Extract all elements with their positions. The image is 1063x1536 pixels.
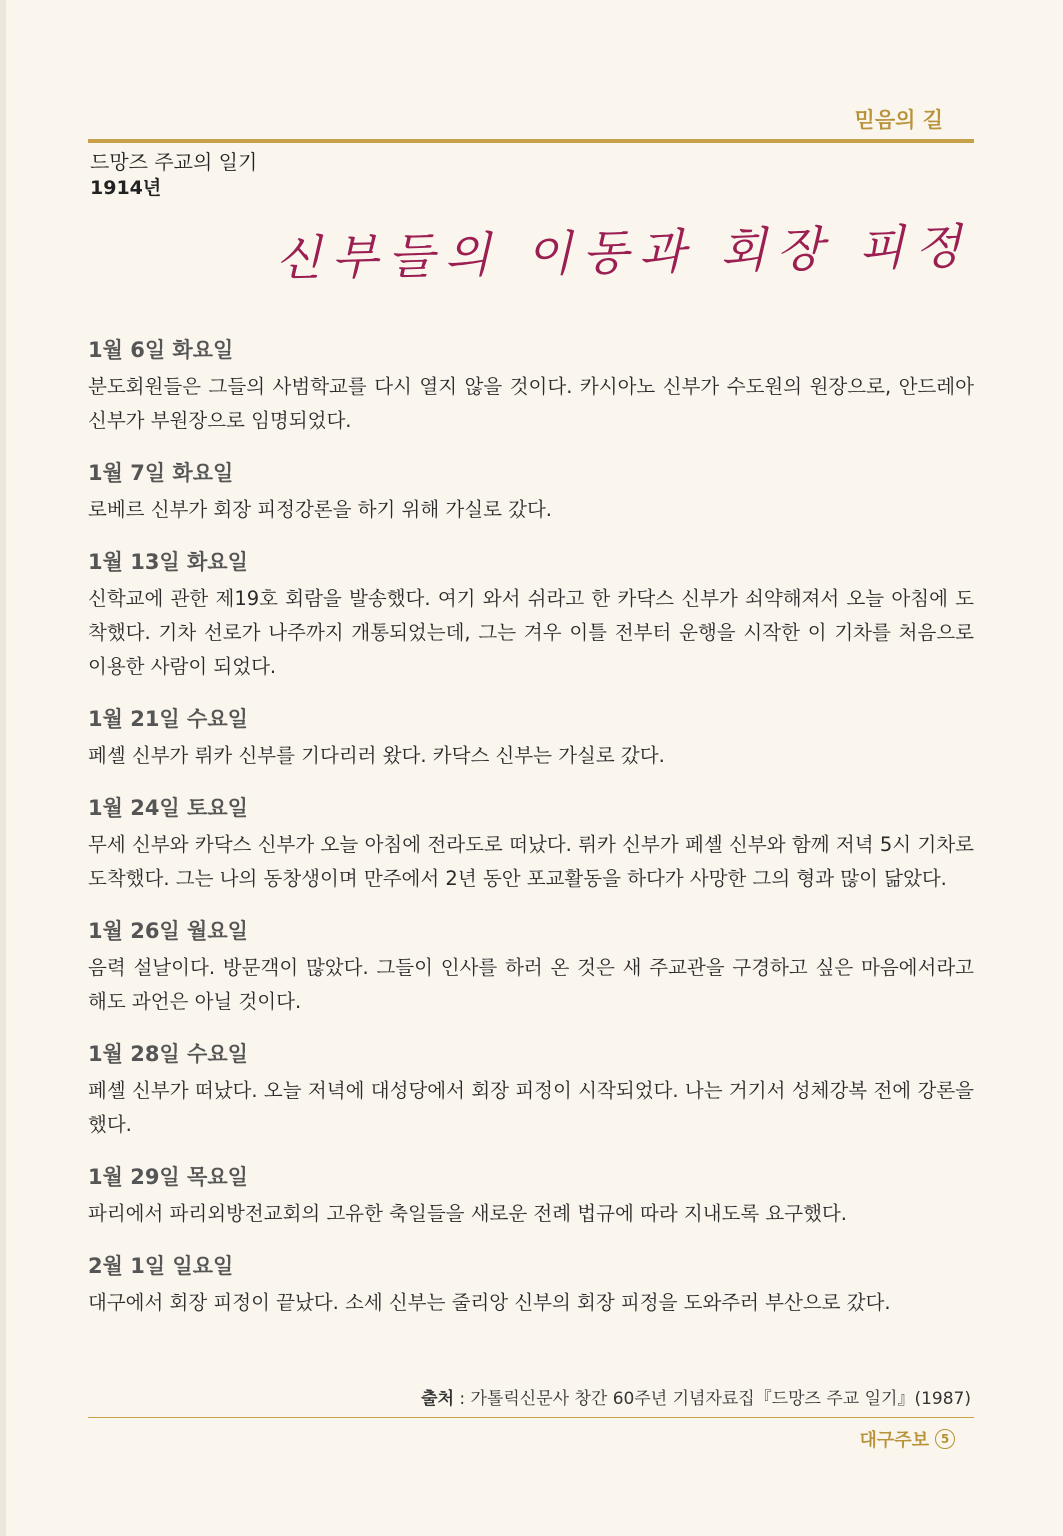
entry-text: 파리에서 파리외방전교회의 고유한 축일들을 새로운 전례 법규에 따라 지내도록 요구했다.: [88, 1202, 847, 1225]
section-label: 믿음의 길: [854, 108, 943, 132]
entry-date: 2월 1일 일요일: [88, 1254, 234, 1278]
bottom-divider: [88, 1417, 974, 1418]
series-title: 드망즈 주교의 일기: [90, 150, 258, 174]
entry-date: 1월 29일 목요일: [88, 1165, 248, 1189]
page-number: 5: [935, 1429, 955, 1449]
publication-name: 대구주보: [859, 1430, 929, 1451]
entry-date: 1월 28일 수요일: [88, 1042, 248, 1066]
diary-entry: [88, 544, 974, 684]
entry-date: 1월 26일 월요일: [88, 919, 248, 943]
entry-date: 1월 13일 화요일: [88, 550, 248, 574]
series-year: 1914년: [90, 177, 162, 199]
diary-entry: [88, 1036, 974, 1142]
source-label: 출처: [421, 1389, 454, 1409]
entry-text: 페셸 신부가 뤼카 신부를 기다리러 왔다. 카닥스 신부는 가실로 갔다.: [88, 744, 665, 767]
diary-entry: [88, 790, 974, 896]
entry-text: 페셸 신부가 떠났다. 오늘 저녁에 대성당에서 회장 피정이 시작되었다. 나는 거기서 성체강복 전에 강론을 했다.: [88, 1079, 974, 1136]
entry-date: 1월 7일 화요일: [88, 461, 234, 485]
entry-date: 1월 21일 수요일: [88, 707, 248, 731]
series-info: [90, 149, 257, 201]
diary-entry: [88, 913, 974, 1019]
entry-text: 무세 신부와 카닥스 신부가 오늘 아침에 전라도로 떠났다. 뤼카 신부가 페셸 신부와 함께 저녁 5시 기차로 도착했다. 그는 나의 동창생이며 만주에서 2년 동안 포교활동을 하다가 사망한 그의 형과 많이 닮았다.: [88, 833, 974, 890]
diary-entry: [88, 1248, 974, 1320]
page-footer: [859, 1426, 955, 1452]
page-edge: [0, 0, 6, 1536]
source-text: : 가톨릭신문사 창간 60주년 기념자료집『드망즈 주교 일기』(1987): [454, 1389, 971, 1409]
diary-entries: [88, 332, 974, 1337]
entry-text: 로베르 신부가 회장 피정강론을 하기 위해 가실로 갔다.: [88, 498, 553, 521]
diary-entry: [88, 1159, 974, 1231]
diary-entry: [88, 701, 974, 773]
entry-text: 분도회원들은 그들의 사범학교를 다시 열지 않을 것이다. 카시아노 신부가 수도원의 원장으로, 안드레아 신부가 부원장으로 임명되었다.: [88, 375, 974, 432]
diary-entry: [88, 332, 974, 438]
entry-text: 음력 설날이다. 방문객이 많았다. 그들이 인사를 하러 온 것은 새 주교관을 구경하고 싶은 마음에서라고 해도 과언은 아닐 것이다.: [88, 956, 974, 1013]
page-title: 신부들의 이동과 회장 피정: [274, 218, 972, 288]
entry-date: 1월 6일 화요일: [88, 338, 234, 362]
entry-text: 대구에서 회장 피정이 끝났다. 소세 신부는 줄리앙 신부의 회장 피정을 도와주러 부산으로 갔다.: [88, 1291, 891, 1314]
top-divider: [88, 139, 974, 143]
entry-date: 1월 24일 토요일: [88, 796, 248, 820]
entry-text: 신학교에 관한 제19호 회람을 발송했다. 여기 와서 쉬라고 한 카닥스 신부가 쇠약해져서 오늘 아침에 도착했다. 기차 선로가 나주까지 개통되었는데, 그는 겨우 이틀 전부터 운행을 시작한 이 기차를 처음으로 이용한 사람이 되었다.: [88, 587, 974, 678]
source-citation: [421, 1384, 971, 1409]
diary-entry: [88, 455, 974, 527]
